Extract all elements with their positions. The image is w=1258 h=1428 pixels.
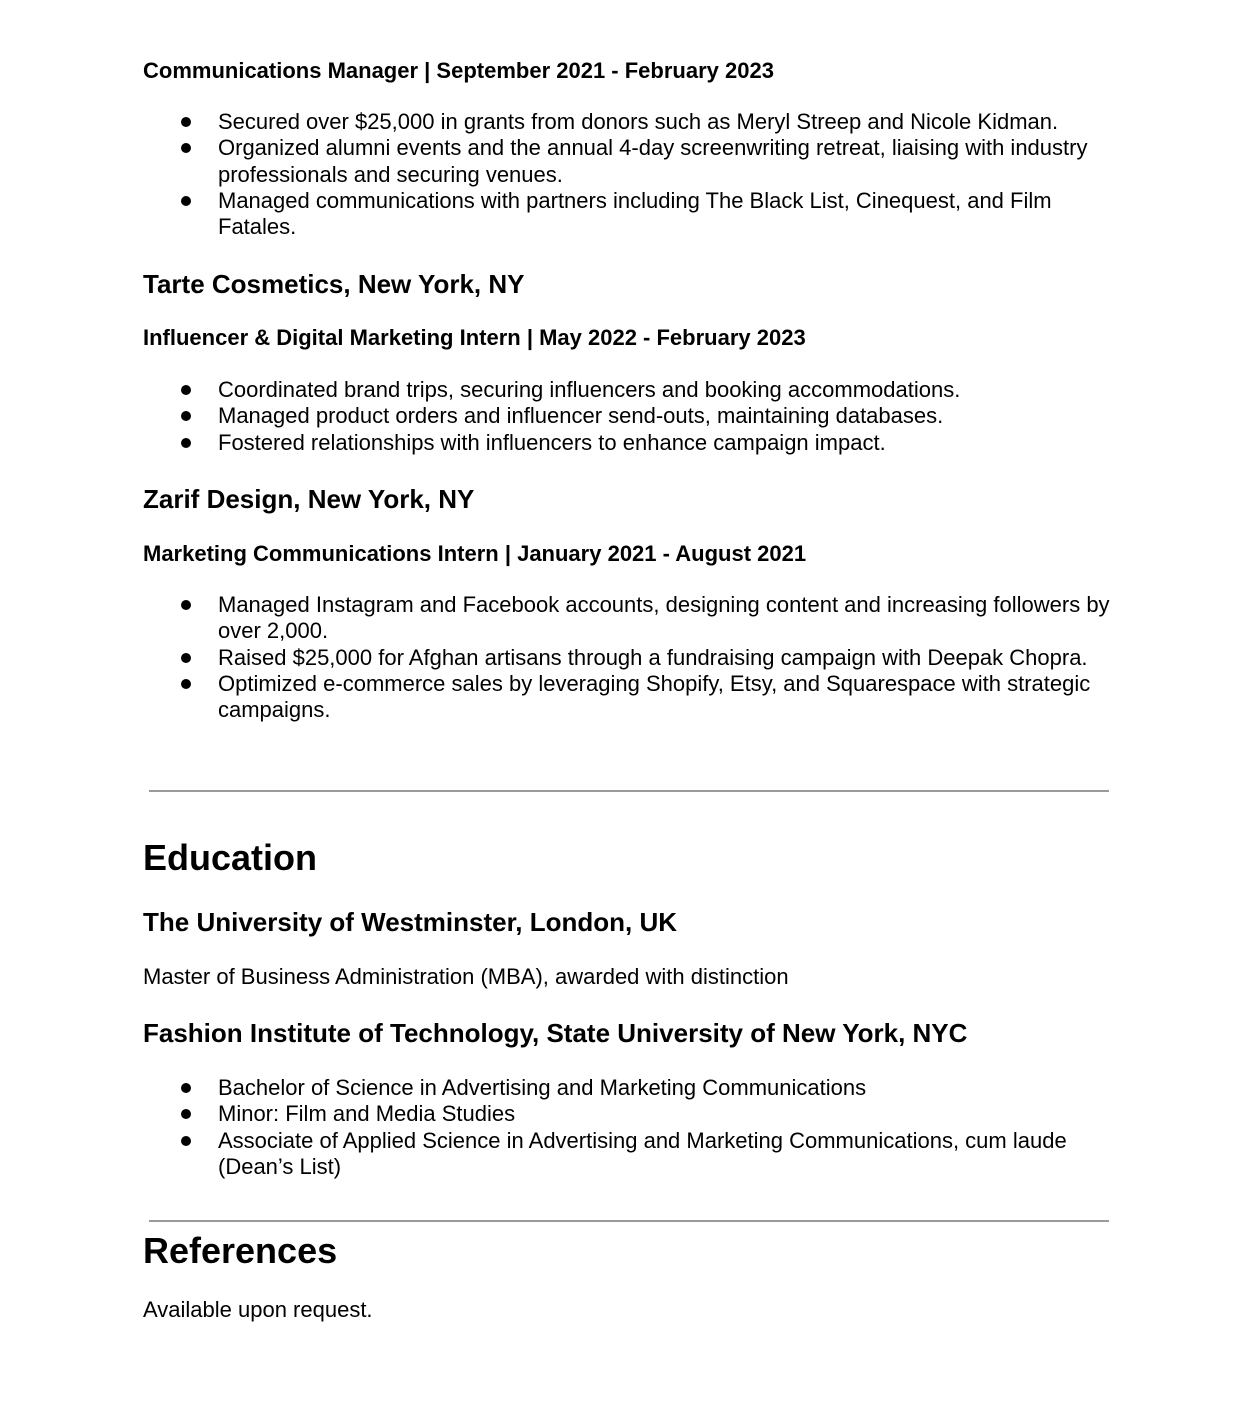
- company-zarif-design: Zarif Design, New York, NY: [143, 484, 475, 514]
- section-divider: [149, 1220, 1109, 1222]
- bullet-icon: [181, 1109, 191, 1119]
- bullet-icon: [181, 600, 191, 610]
- job-bullets-tarte: [143, 377, 1118, 456]
- job-bullets-communications-manager: [143, 109, 1118, 240]
- job-bullets-zarif: [143, 592, 1118, 723]
- job-title-marketing-intern: Marketing Communications Intern | January 2021 - August 2021: [143, 541, 807, 566]
- bullet-icon: [181, 679, 191, 689]
- list-item: Managed Instagram and Facebook accounts, designing content and increasing followers by over 2,000.: [143, 592, 1118, 645]
- section-title-references: References: [143, 1230, 338, 1271]
- list-item: Secured over $25,000 in grants from donors such as Meryl Streep and Nicole Kidman.: [143, 109, 1118, 135]
- bullet-icon: [181, 438, 191, 448]
- list-item: Optimized e-commerce sales by leveraging Shopify, Etsy, and Squarespace with strategic campaigns.: [143, 671, 1118, 724]
- list-item: Fostered relationships with influencers to enhance campaign impact.: [143, 430, 1118, 456]
- bullet-icon: [181, 1136, 191, 1146]
- list-item: Managed product orders and influencer send-outs, maintaining databases.: [143, 403, 1118, 429]
- bullet-icon: [181, 117, 191, 127]
- degree-mba: Master of Business Administration (MBA), awarded with distinction: [143, 964, 789, 989]
- bullet-icon: [181, 385, 191, 395]
- bullet-icon: [181, 411, 191, 421]
- job-title-communications-manager: Communications Manager | September 2021 - February 2023: [143, 58, 774, 83]
- list-item: Associate of Applied Science in Advertising and Marketing Communications, cum laude (Dean’s List): [143, 1128, 1118, 1181]
- bullet-icon: [181, 653, 191, 663]
- list-item: Coordinated brand trips, securing influencers and booking accommodations.: [143, 377, 1118, 403]
- company-tarte-cosmetics: Tarte Cosmetics, New York, NY: [143, 269, 525, 299]
- school-westminster: The University of Westminster, London, UK: [143, 907, 678, 937]
- list-item: Minor: Film and Media Studies: [143, 1101, 1118, 1127]
- list-item: Bachelor of Science in Advertising and Marketing Communications: [143, 1075, 1118, 1101]
- bullet-icon: [181, 143, 191, 153]
- references-text: Available upon request.: [143, 1297, 373, 1322]
- school-bullets-fit: [143, 1075, 1118, 1180]
- list-item: Managed communications with partners including The Black List, Cinequest, and Film Fatales.: [143, 188, 1118, 241]
- section-divider: [149, 790, 1109, 792]
- job-title-influencer-intern: Influencer & Digital Marketing Intern | May 2022 - February 2023: [143, 325, 806, 350]
- school-fit: Fashion Institute of Technology, State University of New York, NYC: [143, 1018, 968, 1048]
- bullet-icon: [181, 196, 191, 206]
- list-item: Organized alumni events and the annual 4-day screenwriting retreat, liaising with industry professionals and securing venues.: [143, 135, 1118, 188]
- bullet-icon: [181, 1083, 191, 1093]
- section-title-education: Education: [143, 837, 318, 878]
- list-item: Raised $25,000 for Afghan artisans through a fundraising campaign with Deepak Chopra.: [143, 645, 1118, 671]
